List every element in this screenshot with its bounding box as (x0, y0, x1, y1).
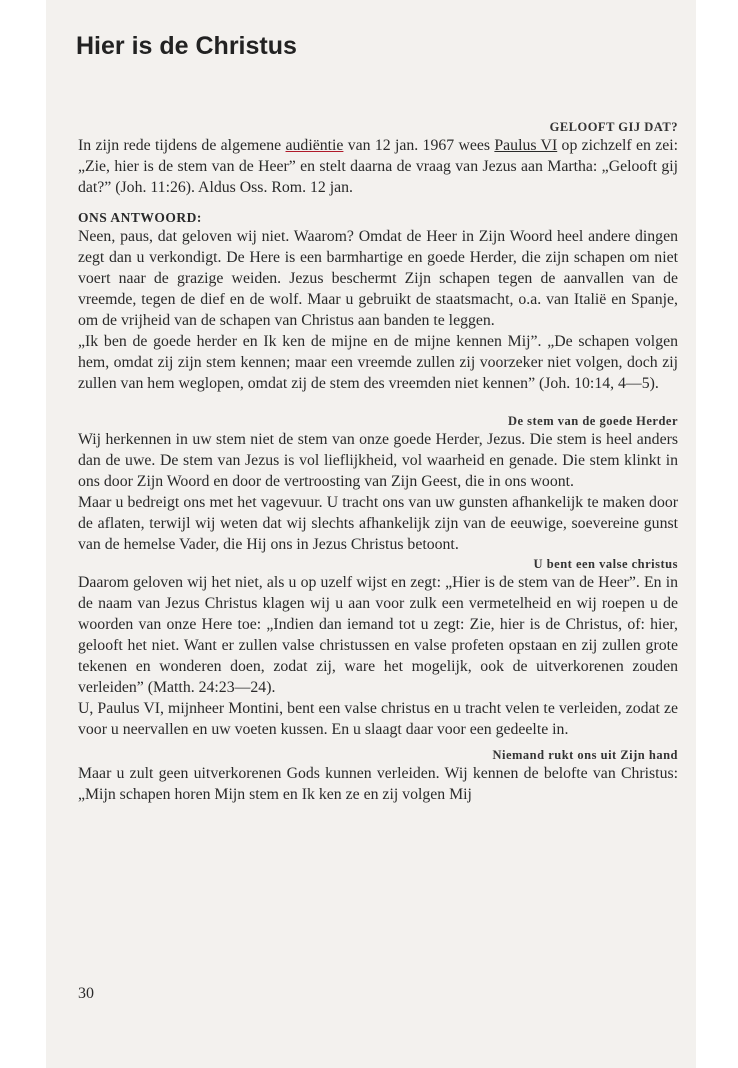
herder-paragraph-1: Wij herkennen in uw stem niet de stem van onze goede Herder, Jezus. Die stem is heel anders dan de uwe. De stem van Jezus is vol lieflijkheid, vol waarheid en genade. Die stem klinkt in ons door Zijn Woord en door de vertroosting van Zijn Geest, die in ons woont. (78, 431, 678, 490)
page-number: 30 (78, 985, 94, 1002)
intro-text-paulus: Paulus VI (494, 137, 558, 154)
section-heading-gelooft: GELOOFT GIJ DAT? (549, 120, 678, 134)
herder-block (78, 429, 678, 555)
valse-block (78, 572, 678, 740)
intro-text-e: op zichzelf en zei: „Zie, hier is de stem van de Heer” en stelt daarna de vraag van Jezus aan Martha: „Gelooft gij dat?” (Joh. 11:26). Aldus Oss. Rom. 12 jan. (78, 137, 678, 196)
page-content (78, 120, 678, 805)
valse-paragraph-1: Daarom geloven wij het niet, als u op uzelf wijst en zegt: „Hier is de stem van de Heer”. En in de naam van Jezus Christus klagen wij u aan voor zulk een vermetelheid en wij roepen u de woorden van onze Here toe: „Indien dan iemand tot u zegt: Zie, hier is de Christus, of: hier, gelooft het niet. Want er zullen valse christussen en valse profeten opstaan en zij zullen grote tekenen en wonderen doen, zodat zij, ware het mogelijk, ook de uitverkorenen zouden verleiden” (Matth. 24:23—24). (78, 574, 678, 696)
section-heading-valse: U bent een valse christus (533, 557, 678, 571)
antwoord-paragraph-1: Neen, paus, dat geloven wij niet. Waarom? Omdat de Heer in Zijn Woord heel andere dingen zegt dan u verkondigt. De Here is een barmhartige en goede Herder, die zijn schapen om niet voert naar de grazige weiden. Jezus beschermt Zijn schapen tegen de aanvallen van de vreemde, tegen de dief en de wolf. Maar u gebruikt de staatsmacht, o.a. van Italië en Spanje, om de vrijheid van de schapen van Christus aan banden te leggen. (78, 228, 678, 329)
section-heading-herder: De stem van de goede Herder (507, 414, 678, 428)
niemand-block (78, 763, 678, 805)
intro-text-audientie: audiëntie (285, 137, 344, 154)
intro-block (78, 135, 678, 198)
intro-text-a: In zijn rede tijdens de algemene (78, 137, 286, 154)
antwoord-paragraph-2: „Ik ben de goede herder en Ik ken de mijne en de mijne kennen Mij”. „De schapen volgen hem, omdat zij zijn stem kennen; maar een vreemde zullen zij voorzeker niet volgen, doch zij zullen van hem weglopen, omdat zij de stem des vreemden niet kennen” (Joh. 10:14, 4—5). (78, 333, 678, 392)
niemand-paragraph-1: Maar u zult geen uitverkorenen Gods kunnen verleiden. Wij kennen de belofte van Christus: „Mijn schapen horen Mijn stem en Ik ken ze en zij volgen Mij (78, 765, 678, 803)
herder-paragraph-2: Maar u bedreigt ons met het vagevuur. U tracht ons van uw gunsten afhankelijk te maken door de aflaten, terwijl wij weten dat wij slechts afhankelijk zijn van de eeuwige, soevereine gunst van de hemelse Vader, die Hij ons in Jezus Christus betoont. (78, 494, 678, 553)
section-heading-niemand: Niemand rukt ons uit Zijn hand (492, 748, 678, 762)
antwoord-block (78, 226, 678, 394)
valse-paragraph-2: U, Paulus VI, mijnheer Montini, bent een valse christus en u tracht velen te verleiden, zodat ze voor u neervallen en uw voeten kussen. En u slaagt daar voor een gedeelte in. (78, 700, 678, 738)
document-page (46, 0, 696, 1068)
intro-text-c: van 12 jan. 1967 wees (343, 137, 495, 154)
page-title: Hier is de Christus (76, 32, 297, 60)
section-heading-antwoord: ONS ANTWOORD: (78, 210, 202, 225)
intro-paragraph (78, 135, 678, 198)
